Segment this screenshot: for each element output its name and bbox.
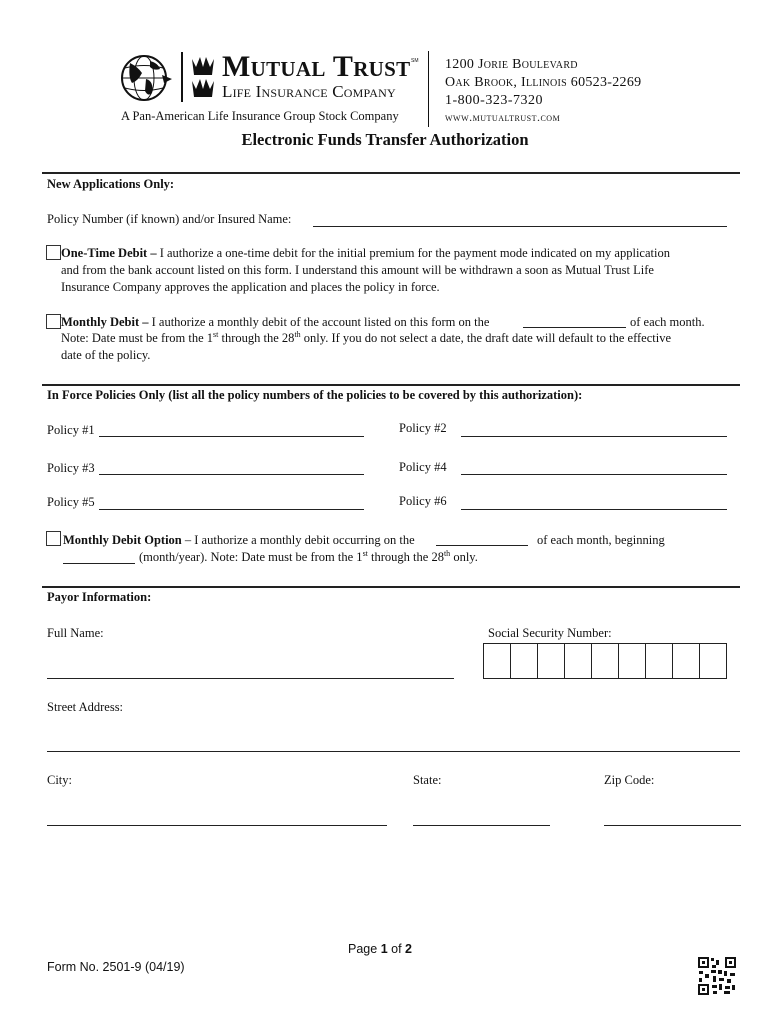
monthly-debit-option-day-field[interactable]	[436, 545, 528, 546]
new-apps-heading: New Applications Only:	[47, 177, 175, 191]
monthly-debit-line1-end: of each month.	[630, 315, 705, 329]
monthly-debit-option-line1: – I authorize a monthly debit occurring on the	[184, 533, 415, 547]
one-time-debit-line2: and from the bank account listed on this form. I understand this amount will be withdrawn a soon as Mutual Trust Life	[61, 263, 654, 277]
section-rule	[42, 586, 740, 588]
month-year-field[interactable]	[63, 563, 135, 564]
monthly-debit-option-title: Monthly Debit Option	[63, 533, 182, 547]
monthly-debit-note	[61, 330, 671, 347]
header-divider	[428, 51, 429, 127]
monthly-debit-title: Monthly Debit –	[61, 315, 149, 329]
one-time-debit-line1: I authorize a one-time debit for the initial premium for the payment mode indicated on my application	[159, 246, 670, 260]
address-line2: Oak Brook, Illinois 60523-2269	[445, 75, 642, 90]
monthly-debit-day-field[interactable]	[523, 327, 626, 328]
policy-number-label: Policy Number (if known) and/or Insured Name:	[47, 212, 292, 226]
section-rule	[42, 172, 740, 174]
monthly-debit-option-line2	[139, 549, 478, 566]
full-name-label: Full Name:	[47, 626, 104, 640]
state-field[interactable]	[413, 825, 550, 826]
note-sup: st	[213, 329, 219, 339]
policy4-label: Policy #4	[399, 460, 447, 474]
policy6-field[interactable]	[461, 509, 727, 510]
phone-number: 1-800-323-7320	[445, 93, 543, 108]
street-address-label: Street Address:	[47, 700, 124, 714]
page-number: 1	[380, 942, 388, 956]
ssn-digit-box[interactable]	[645, 643, 673, 679]
brand-subtitle: Life Insurance Company	[222, 82, 396, 101]
monthly-debit-line3: date of the policy.	[61, 348, 151, 362]
ssn-digit-box[interactable]	[591, 643, 619, 679]
city-field[interactable]	[47, 825, 387, 826]
monthly-debit-text	[61, 314, 489, 331]
page-indicator	[348, 942, 412, 956]
street-address-field[interactable]	[47, 751, 740, 752]
inforce-heading: In Force Policies Only (list all the policy numbers of the policies to be covered by this authorization):	[47, 388, 583, 402]
logo-divider	[181, 52, 183, 102]
policy1-label: Policy #1	[47, 423, 95, 437]
policy3-label: Policy #3	[47, 461, 95, 475]
form-number: Form No. 2501-9 (04/19)	[47, 960, 185, 974]
ssn-digit-box[interactable]	[510, 643, 538, 679]
of-word: of	[391, 942, 402, 956]
zip-code-label: Zip Code:	[604, 773, 655, 787]
ssn-label: Social Security Number:	[488, 626, 612, 640]
qr-code-icon	[697, 956, 737, 996]
ssn-digit-box[interactable]	[537, 643, 565, 679]
monthly-debit-line1: I authorize a monthly debit of the account listed on this form on the	[151, 315, 490, 329]
one-time-debit-title: One-Time Debit –	[61, 246, 157, 260]
ssn-digit-box[interactable]	[618, 643, 646, 679]
monthly-debit-checkbox[interactable]	[46, 314, 61, 329]
policy3-field[interactable]	[99, 474, 364, 475]
note-part: only. If you do not select a date, the draft date will default to the effective	[300, 331, 672, 345]
one-time-debit-line3: Insurance Company approves the application and places the policy in force.	[61, 280, 440, 294]
ssn-digit-box[interactable]	[699, 643, 727, 679]
note-part: through the 28	[218, 331, 295, 345]
policy1-field[interactable]	[99, 436, 364, 437]
policy-number-field[interactable]	[313, 226, 727, 227]
address-line1: 1200 Jorie Boulevard	[445, 57, 578, 72]
brand-name: Mutual Trust	[222, 50, 411, 83]
note-part: (month/year). Note: Date must be from the 1	[139, 550, 363, 564]
one-time-debit-checkbox[interactable]	[46, 245, 61, 260]
form-title: Electronic Funds Transfer Authorization	[241, 130, 529, 149]
note-part: through the 28	[367, 550, 444, 564]
policy5-label: Policy #5	[47, 495, 95, 509]
monthly-debit-option-text	[63, 532, 415, 549]
section-rule	[42, 384, 740, 386]
service-mark: SM	[411, 58, 419, 64]
page-total: 2	[405, 942, 412, 956]
monthly-debit-option-line1-end: of each month, beginning	[537, 533, 665, 547]
ssn-digit-box[interactable]	[672, 643, 700, 679]
one-time-debit-text	[61, 245, 751, 262]
policy4-field[interactable]	[461, 474, 727, 475]
policy2-field[interactable]	[461, 436, 727, 437]
website-link[interactable]: www.mutualtrust.com	[445, 110, 561, 124]
note-sup: th	[443, 548, 451, 558]
page-word: Page	[348, 942, 378, 956]
policy6-label: Policy #6	[399, 494, 447, 508]
state-label: State:	[413, 773, 442, 787]
note-part: Note: Date must be from the 1	[61, 331, 214, 345]
globe-logo-icon	[118, 53, 174, 103]
note-sup: th	[294, 329, 301, 339]
note-part: only.	[450, 550, 478, 564]
ssn-digit-box[interactable]	[564, 643, 592, 679]
ssn-boxes[interactable]	[484, 643, 727, 679]
tagline: A Pan-American Life Insurance Group Stock Company	[121, 109, 399, 123]
full-name-field[interactable]	[47, 678, 454, 679]
crown-logo-icon	[190, 55, 216, 101]
policy2-label: Policy #2	[399, 421, 447, 435]
ssn-digit-box[interactable]	[483, 643, 511, 679]
payor-heading: Payor Information:	[47, 590, 152, 604]
note-sup: st	[362, 548, 368, 558]
city-label: City:	[47, 773, 73, 787]
monthly-debit-option-checkbox[interactable]	[46, 531, 61, 546]
policy5-field[interactable]	[99, 509, 364, 510]
zip-code-field[interactable]	[604, 825, 741, 826]
